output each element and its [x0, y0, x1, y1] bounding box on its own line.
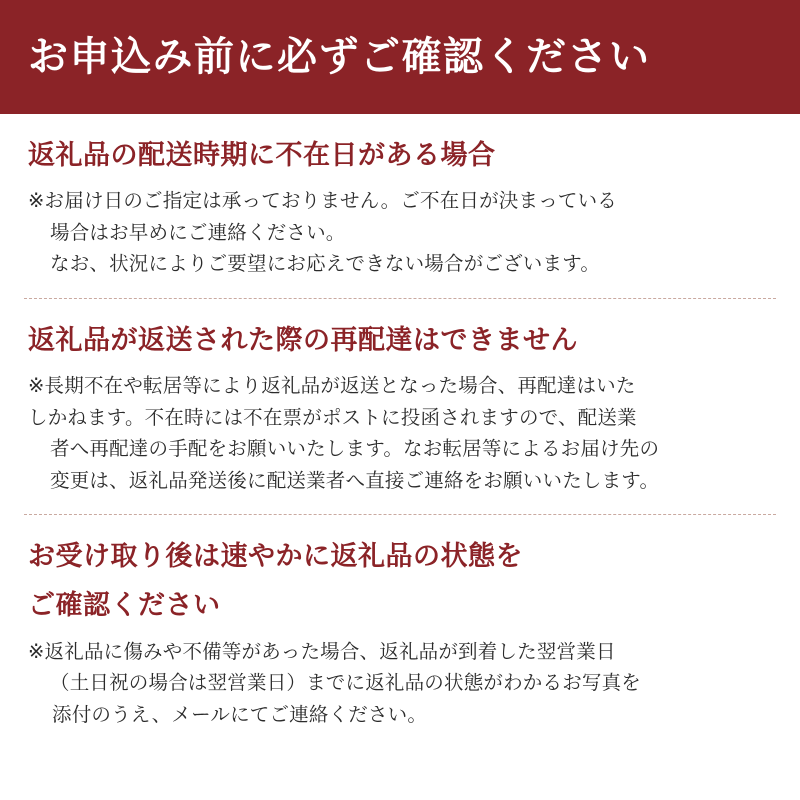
- section-body-redelivery: [28, 370, 776, 496]
- body-line: 添付のうえ、メールにてご連絡ください。: [52, 702, 428, 726]
- body-line: しかねます。不在時には不在票がポストに投函されますので、配送業: [28, 405, 637, 429]
- section-title-absence: 返礼品の配送時期に不在日がある場合: [28, 140, 496, 171]
- section-title-inspection: お受け取り後は速やかに返礼品の状態を: [28, 541, 523, 573]
- body-line: ※返礼品に傷みや不備等があった場合、返礼品が到着した翌営業日: [28, 639, 616, 663]
- notice-section-redelivery: [24, 298, 776, 514]
- body-line: 者へ再配達の手配をお願いいたします。なお転居等によるお届け先の: [50, 437, 660, 461]
- body-line: なお、状況によりご要望にお応えできない場合がございます。: [50, 252, 601, 276]
- body-line: （土日祝の場合は翌営業日）までに返礼品の状態がわかるお写真を: [50, 671, 642, 695]
- body-line: ※お届け日のご指定は承っておりません。ご不在日が決まっている: [28, 189, 618, 213]
- body-line: 場合はお早めにご連絡ください。: [50, 220, 346, 244]
- page-banner: [0, 0, 800, 114]
- notice-section-absence: [24, 114, 776, 298]
- notice-section-inspection: [24, 514, 776, 748]
- section-title-redelivery: 返礼品が返送された際の再配達はできません: [28, 324, 578, 356]
- page-title: お申込み前に必ずご確認ください: [28, 34, 651, 80]
- section-title-inspection-line2: ご確認ください: [28, 590, 221, 622]
- body-line: 変更は、返礼品発送後に配送業者へ直接ご連絡をお願いいたします。: [50, 468, 660, 492]
- section-body-absence: [28, 185, 776, 280]
- section-body-inspection: [28, 636, 776, 731]
- notice-content: [0, 114, 800, 800]
- body-line: ※長期不在や転居等により返礼品が返送となった場合、再配達はいた: [28, 374, 636, 398]
